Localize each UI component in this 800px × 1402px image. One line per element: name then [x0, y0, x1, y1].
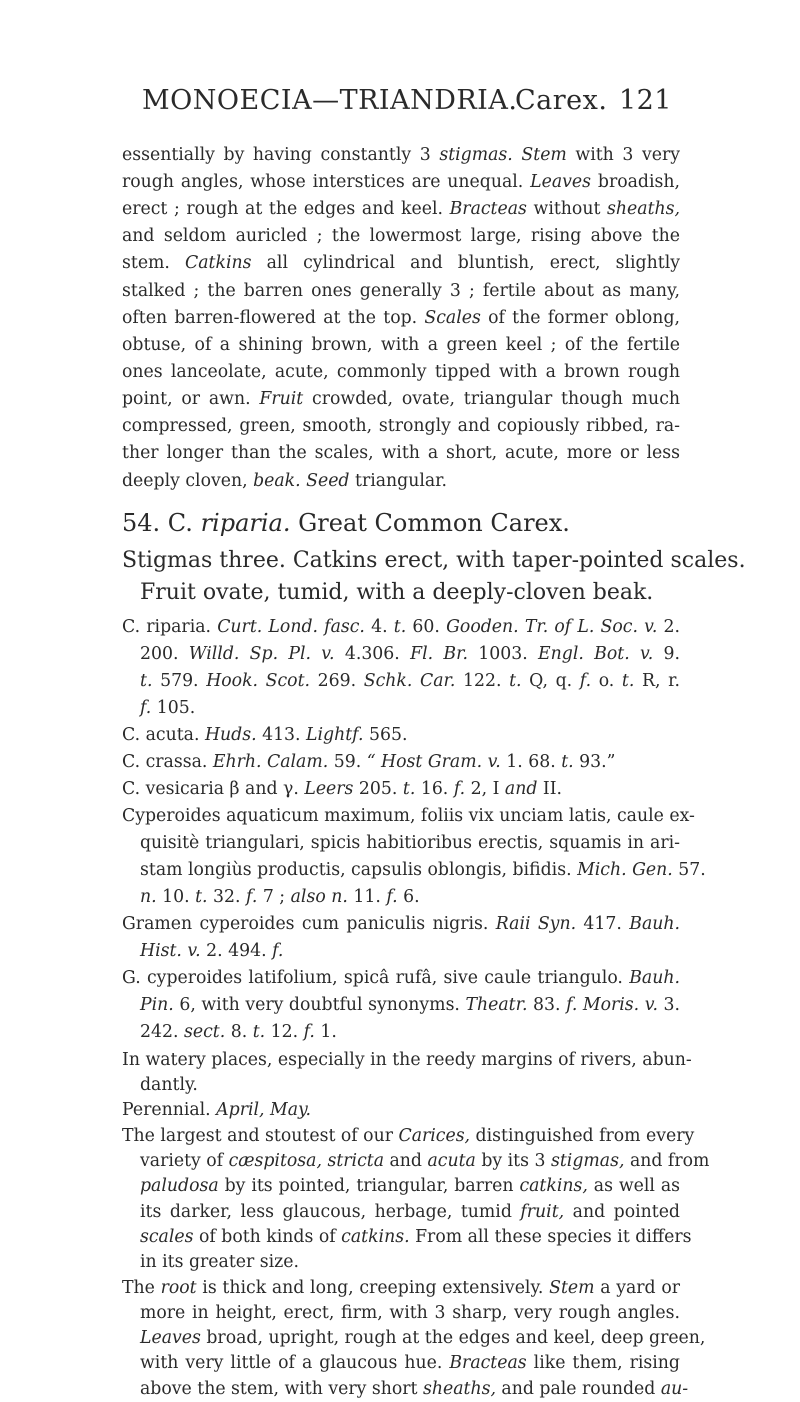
text-line: [122, 722, 680, 748]
text-run: 565.: [363, 725, 408, 745]
text-run: 2, I: [465, 779, 505, 799]
text-run: erect ; rough at the edges and keel.: [122, 199, 450, 219]
text-run: its darker, less glaucous, herbage, tumid: [140, 1202, 521, 1222]
italic-run: Carices,: [398, 1126, 471, 1146]
text-line: [122, 749, 680, 775]
italic-run: Bracteas: [449, 199, 527, 219]
text-line: [140, 668, 680, 694]
italic-run: t.: [509, 671, 522, 691]
text-line: [140, 695, 680, 721]
text-line: [122, 776, 680, 802]
text-line: [122, 142, 680, 168]
text-line: [122, 359, 680, 385]
italic-run: Theatr.: [465, 995, 528, 1015]
italic-run: catkins.: [341, 1227, 410, 1247]
italic-run: April, May.: [216, 1100, 311, 1120]
text-run: is thick and long, creeping extensively.: [196, 1278, 550, 1298]
text-line: [140, 1249, 680, 1275]
text-run: 242.: [140, 1022, 184, 1042]
text-run: rough angles, whose interstices are unequal.: [122, 172, 531, 192]
italic-run: fruit,: [520, 1202, 565, 1222]
italic-run: Bauh.: [629, 968, 680, 988]
italic-run: t.: [195, 887, 208, 907]
text-line: [140, 1173, 680, 1199]
italic-run: Bracteas: [449, 1353, 527, 1373]
text-run: Great Common Carex.: [290, 509, 570, 537]
italic-run: paludosa: [140, 1176, 219, 1196]
species-heading: [122, 506, 680, 540]
text-run: Stigmas three. Catkins erect, with taper-pointed scales.: [122, 548, 746, 573]
text-run: 16.: [415, 779, 454, 799]
italic-run: “ Host Gram. v.: [366, 752, 501, 772]
italic-run: sheaths,: [422, 1379, 496, 1399]
italic-run: f.: [386, 887, 398, 907]
italic-run: sect.: [183, 1022, 226, 1042]
text-run: and pale rounded: [495, 1379, 661, 1399]
text-run: 59.: [328, 752, 367, 772]
text-run: 2.: [657, 617, 680, 637]
text-line: [122, 250, 680, 276]
text-line: [122, 196, 680, 222]
italic-run: Schk. Car.: [363, 671, 456, 691]
italic-run: f.: [579, 671, 592, 691]
text-run: with very little of a glaucous hue.: [140, 1353, 450, 1373]
italic-run: Hook. Scot.: [206, 671, 311, 691]
diagnosis-line: [140, 577, 680, 609]
text-run: 413.: [256, 725, 307, 745]
text-run: 2. 494.: [200, 941, 273, 961]
text-run: dantly.: [140, 1075, 198, 1095]
italic-run: Fl. Br.: [410, 644, 468, 664]
text-run: and pointed: [564, 1202, 680, 1222]
text-run: 93.”: [573, 752, 616, 772]
text-run: 10.: [156, 887, 196, 907]
italic-run: stigmas,: [550, 1151, 625, 1171]
text-line: [140, 830, 680, 856]
text-run: 122.: [455, 671, 510, 691]
text-line: [140, 1019, 680, 1045]
italic-run: Leers: [304, 779, 354, 799]
text-line: [140, 1072, 680, 1098]
diagnosis-line: [122, 545, 746, 577]
text-run: Fruit ovate, tumid, with a deeply-cloven beak.: [140, 580, 654, 605]
text-run: In watery places, especially in the reedy margins of rivers, abun-: [122, 1050, 692, 1070]
italic-run: Bauh.: [629, 914, 681, 934]
text-run: The largest and stoutest of our: [122, 1126, 399, 1146]
text-run: C. crassa.: [122, 752, 213, 772]
text-run: 83.: [527, 995, 567, 1015]
text-run: triangular.: [349, 471, 448, 491]
italic-run: Pin.: [140, 995, 174, 1015]
text-line: [122, 911, 680, 937]
italic-run: n.: [140, 887, 157, 907]
text-line: [140, 641, 680, 667]
text-run: R, r.: [634, 671, 680, 691]
italic-run: t.: [393, 617, 407, 637]
text-run: a yard or: [594, 1278, 680, 1298]
text-line: [140, 1224, 692, 1250]
italic-run: t.: [621, 671, 635, 691]
italic-run: scales: [140, 1227, 194, 1247]
italic-run: t.: [140, 671, 153, 691]
text-run: by its 3: [475, 1151, 551, 1171]
text-run: 200.: [140, 644, 189, 664]
text-run: Q, q.: [521, 671, 580, 691]
italic-run: Huds.: [204, 725, 257, 745]
text-run: 6.: [397, 887, 420, 907]
text-line: [122, 278, 680, 304]
text-run: Perennial.: [122, 1100, 217, 1120]
text-run: 4.: [364, 617, 394, 637]
text-line: [140, 857, 706, 883]
text-line: [122, 169, 680, 195]
text-run: in its greater size.: [140, 1252, 299, 1272]
text-run: variety of: [140, 1151, 229, 1171]
italic-run: Willd. Sp. Pl. v.: [188, 644, 335, 664]
italic-run: Scales: [424, 308, 481, 328]
text-run: stam longiùs productis, capsulis oblongis, bifidis.: [140, 860, 578, 880]
italic-run: Hist. v.: [140, 941, 201, 961]
italic-run: f. Moris. v.: [566, 995, 658, 1015]
text-run: 1003.: [467, 644, 539, 664]
text-run: 11.: [347, 887, 387, 907]
italic-run: t.: [402, 779, 416, 799]
text-run: Gramen cyperoides cum paniculis nigris.: [122, 914, 496, 934]
text-run: 1. 68.: [500, 752, 562, 772]
italic-run: beak.: [253, 471, 301, 491]
text-line: [140, 992, 680, 1018]
text-line: [140, 1148, 710, 1174]
text-run: broad, upright, rough at the edges and keel, deep green,: [200, 1328, 706, 1348]
italic-run: sheaths,: [607, 199, 681, 219]
text-run: 4.306.: [334, 644, 411, 664]
text-run: broadish,: [591, 172, 680, 192]
text-run: ther longer than the scales, with a short, acute, more or less: [122, 443, 680, 463]
text-run: C. riparia.: [122, 617, 218, 637]
italic-run: Catkins: [185, 253, 252, 273]
text-run: 8.: [225, 1022, 253, 1042]
page-number: 121: [618, 85, 672, 116]
text-run: and from: [624, 1151, 710, 1171]
text-run: essentially by having constantly 3: [122, 145, 440, 165]
text-run: above the stem, with very short: [140, 1379, 423, 1399]
text-run: of both kinds of: [193, 1227, 342, 1247]
text-run: 60.: [406, 617, 447, 637]
italic-run: catkins,: [519, 1176, 588, 1196]
text-line: [122, 1097, 680, 1123]
text-run: 579.: [152, 671, 207, 691]
text-run: 54. C.: [122, 509, 201, 537]
text-line: [122, 1047, 692, 1073]
italic-run: and: [504, 779, 538, 799]
text-line: [122, 1275, 680, 1301]
italic-run: Gooden. Tr. of L. Soc. v.: [446, 617, 658, 637]
text-run: 3.: [657, 995, 680, 1015]
italic-run: au-: [660, 1379, 689, 1399]
text-run: 1.: [314, 1022, 337, 1042]
italic-run: t.: [252, 1022, 266, 1042]
text-run: point, or awn.: [122, 389, 260, 409]
text-line: [122, 223, 680, 249]
text-line: [140, 1350, 680, 1376]
italic-run: Stem: [549, 1278, 595, 1298]
text-line: [122, 1123, 695, 1149]
italic-run: stigmas.: [439, 145, 513, 165]
text-line: [122, 332, 680, 358]
text-run: 9.: [653, 644, 681, 664]
text-run: distinguished from every: [470, 1126, 695, 1146]
text-line: [140, 1325, 706, 1351]
italic-run: also n.: [290, 887, 348, 907]
text-run: II.: [537, 779, 563, 799]
text-run: crowded, ovate, triangular though much: [303, 389, 680, 409]
italic-run: f.: [246, 887, 258, 907]
text-line: [122, 614, 680, 640]
text-run: all cylindrical and bluntish, erect, slightly: [251, 253, 680, 273]
italic-run: Stem: [521, 145, 567, 165]
text-line: [140, 938, 680, 964]
italic-run: riparia.: [200, 509, 291, 537]
italic-run: Leaves: [140, 1328, 201, 1348]
text-run: with 3 very: [566, 145, 681, 165]
header-genus: Carex.: [515, 85, 608, 116]
text-run: 417.: [576, 914, 630, 934]
text-run: 205.: [353, 779, 403, 799]
text-run: o.: [591, 671, 622, 691]
text-run: like them, rising: [526, 1353, 680, 1373]
text-line: [140, 1300, 680, 1326]
text-run: G. cyperoides latifolium, spicâ rufâ, sive caule triangulo.: [122, 968, 630, 988]
text-line: [122, 965, 680, 991]
text-run: 57.: [672, 860, 706, 880]
text-line: [122, 803, 695, 829]
italic-run: Mich. Gen.: [577, 860, 673, 880]
text-run: stem.: [122, 253, 186, 273]
text-run: more in height, erect, firm, with 3 sharp, very rough angles.: [140, 1303, 680, 1323]
text-run: 7 ;: [257, 887, 291, 907]
text-run: obtuse, of a shining brown, with a green keel ; of the fertile: [122, 335, 680, 355]
italic-run: acuta: [427, 1151, 476, 1171]
text-line: [122, 440, 680, 466]
italic-run: Seed: [306, 471, 350, 491]
italic-run: cæspitosa, stricta: [228, 1151, 384, 1171]
text-run: The: [122, 1278, 161, 1298]
text-run: ones lanceolate, acute, commonly tipped with a brown rough: [122, 362, 680, 382]
text-run: quisitè triangulari, spicis habitioribus erectis, squamis in ari-: [140, 833, 680, 853]
text-run: without: [526, 199, 608, 219]
text-run: by its pointed, triangular, barren: [218, 1176, 520, 1196]
text-run: and: [384, 1151, 428, 1171]
header-title: MONOECIA—TRIANDRIA.: [142, 85, 518, 116]
text-run: as well as: [587, 1176, 680, 1196]
text-line: [122, 386, 680, 412]
text-run: Cyperoides aquaticum maximum, foliis vix unciam latis, caule ex-: [122, 806, 695, 826]
text-line: [140, 1199, 680, 1225]
italic-run: t.: [561, 752, 574, 772]
italic-run: f.: [272, 941, 284, 961]
text-run: and seldom auricled ; the lowermost large, rising above the: [122, 226, 680, 246]
italic-run: f.: [303, 1022, 315, 1042]
text-line: [122, 468, 680, 494]
italic-run: f.: [453, 779, 466, 799]
text-run: From all these species it differs: [409, 1227, 692, 1247]
text-line: [122, 413, 680, 439]
italic-run: Fruit: [259, 389, 304, 409]
italic-run: Engl. Bot. v.: [538, 644, 654, 664]
text-run: deeply cloven,: [122, 471, 254, 491]
italic-run: f.: [140, 698, 152, 718]
italic-run: Lightf.: [306, 725, 364, 745]
text-line: [140, 884, 680, 910]
italic-run: Leaves: [530, 172, 592, 192]
text-run: 269.: [310, 671, 364, 691]
italic-run: Ehrh. Calam.: [212, 752, 329, 772]
italic-run: Curt. Lond. fasc.: [217, 617, 365, 637]
text-line: [140, 1376, 689, 1402]
italic-run: root: [160, 1278, 197, 1298]
text-run: 12.: [265, 1022, 304, 1042]
text-run: 32.: [207, 887, 247, 907]
text-run: often barren-flowered at the top.: [122, 308, 425, 328]
text-run: C. acuta.: [122, 725, 205, 745]
text-run: of the former oblong,: [480, 308, 680, 328]
italic-run: Raii Syn.: [495, 914, 577, 934]
text-run: 105.: [151, 698, 196, 718]
text-run: stalked ; the barren ones generally 3 ; fertile about as many,: [122, 281, 680, 301]
text-line: [122, 305, 680, 331]
text-run: C. vesicaria β and γ.: [122, 779, 305, 799]
text-run: 6, with very doubtful synonyms.: [173, 995, 466, 1015]
text-run: compressed, green, smooth, strongly and copiously ribbed, ra-: [122, 416, 680, 436]
